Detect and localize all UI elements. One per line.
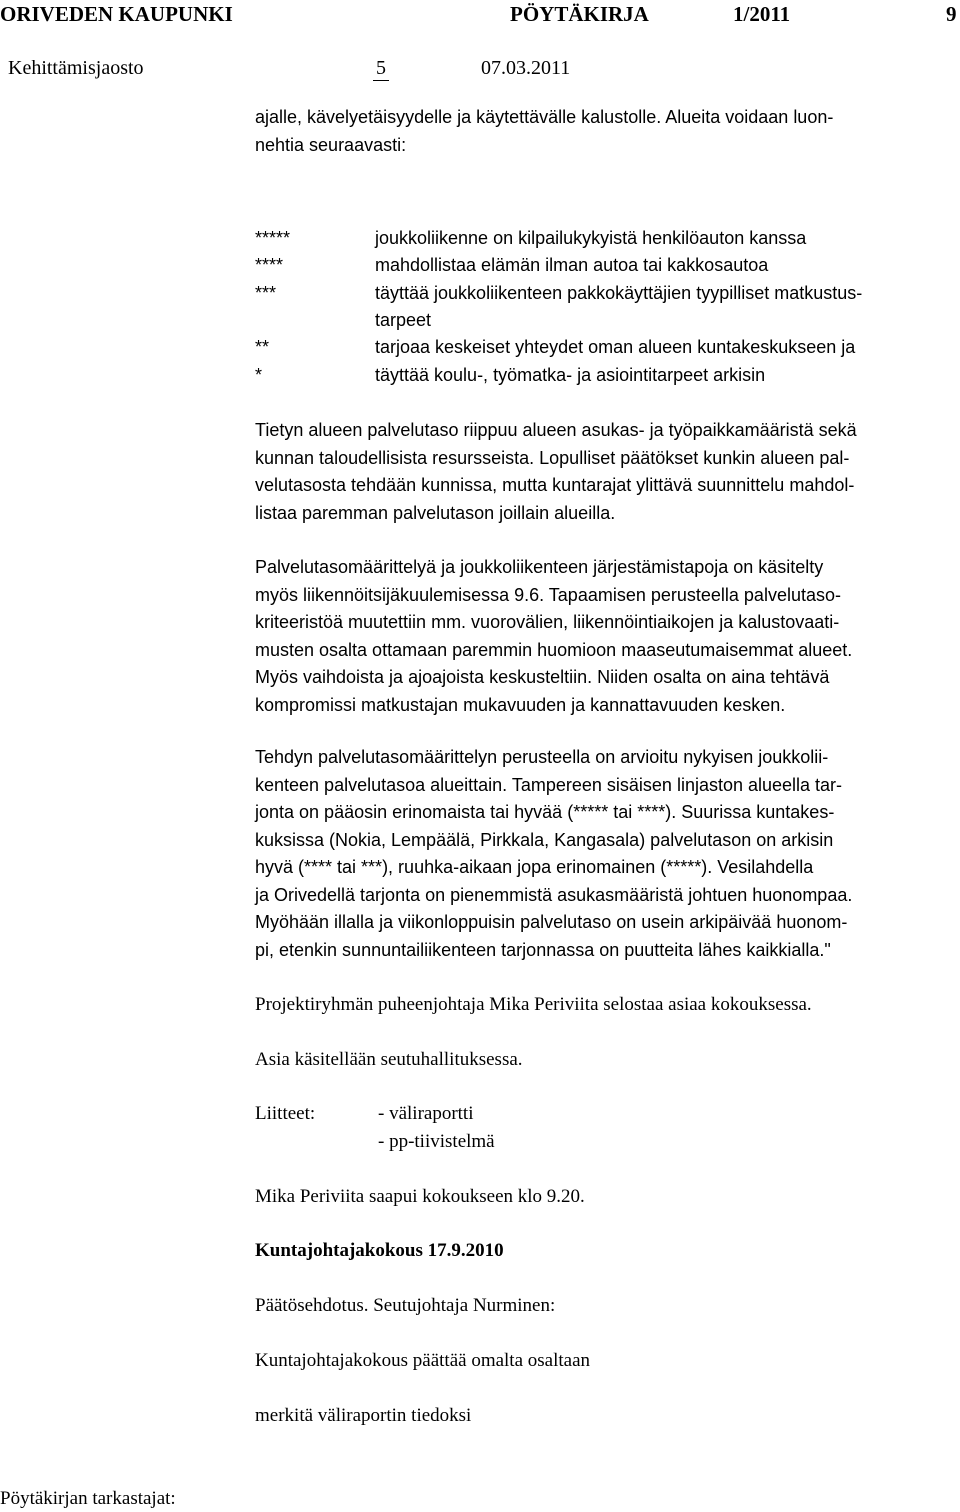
footer-reviewers-label: Pöytäkirjan tarkastajat: [0,1488,176,1509]
attachments-label: Liitteet: [255,1103,316,1124]
intro-paragraph [255,104,955,159]
text-line: Myöhään illalla ja viikonloppuisin palvelutaso on usein arkipäivää huonom- [255,912,848,932]
meeting-heading: Kuntajohtajakokous 17.9.2010 [255,1240,504,1261]
rating-description: täyttää koulu-, työmatka- ja asiointitarpeet arkisin [375,365,766,385]
text-line: listaa paremman palvelutason joillain alueilla. [255,502,616,523]
text-line: Myös vaihdoista ja ajoajoista keskusteltiin. Niiden osalta on aina tehtävä [255,667,830,687]
text-line: jonta on pääosin erinomaista tai hyvää (***** tai ****). Suurissa kuntakes- [255,802,835,822]
committee-name: Kehittämisjaosto [8,57,144,79]
rating-description: tarpeet [375,310,432,330]
text-line: myös liikennöitsijäkuulemisessa 9.6. Tapaamisen perusteella palvelutaso- [255,584,841,605]
rating-stars: *** [255,283,277,303]
decision-line: merkitä väliraportin tiedoksi [255,1405,472,1426]
paragraph-operator-hearing [255,554,955,719]
paragraph-service-level [255,417,955,527]
text-line: kompromissi matkustajan mukavuuden ja kannattavuuden kesken. [255,694,786,715]
text-line: kunnan taloudellisista resursseista. Lopulliset päätökset kunkin alueen pal- [255,447,850,468]
meeting-date: 07.03.2011 [481,57,571,79]
rating-stars: * [255,365,263,385]
attachment-item: - väliraportti [378,1103,474,1124]
rating-stars: ** [255,337,270,357]
arrival-note: Mika Periviita saapui kokoukseen klo 9.20. [255,1186,585,1207]
attachment-item: - pp-tiivistelmä [378,1131,495,1152]
text-line: musten osalta ottamaan paremmin huomioon maaseutumaisemmat alueet. [255,639,853,660]
text-line: pi, etenkin sunnuntailiikenteen tarjonnassa on puutteita lähes kaikkialla." [255,939,831,960]
section-number: 5 [373,57,389,81]
text-line: ajalle, kävelyetäisyydelle ja käytettävälle kalustolle. Alueita voidaan luon- [255,107,834,127]
handling-note: Asia käsitellään seutuhallituksessa. [255,1049,523,1070]
text-line: kuksissa (Nokia, Lempäälä, Pirkkala, Kangasala) palvelutason on arkisin [255,829,834,850]
rating-description: mahdollistaa elämän ilman autoa tai kakkosautoa [375,255,769,275]
rating-description: tarjoaa keskeiset yhteydet oman alueen kuntakeskukseen ja [375,337,856,357]
text-line: nehtia seuraavasti: [255,134,407,155]
text-line: Tietyn alueen palvelutaso riippuu alueen asukas- ja työpaikkamääristä sekä [255,420,857,440]
text-line: velutasosta tehdään kunnissa, mutta kuntarajat ylittävä suunnittelu mahdol- [255,475,855,495]
rating-stars: **** [255,255,284,275]
text-line: ja Orivedellä tarjonta on pienemmistä asukasmääristä johtuen huonompaa. [255,884,853,905]
rating-description: joukkoliikenne on kilpailukykyistä henkilöauton kanssa [375,228,807,248]
chair-note: Projektiryhmän puheenjohtaja Mika Periviita selostaa asiaa kokouksessa. [255,994,812,1015]
text-line: Tehdyn palvelutasomäärittelyn perusteella on arvioitu nykyisen joukkolii- [255,747,829,767]
document-type: PÖYTÄKIRJA [510,2,649,26]
rating-stars: ***** [255,228,291,248]
paragraph-assessment [255,744,955,964]
decision-line: Kuntajohtajakokous päättää omalta osaltaan [255,1350,591,1371]
proposal-label: Päätösehdotus. Seutujohtaja Nurminen: [255,1295,556,1316]
text-line: kriteeristöä muutettiin mm. vuorovälien, liikennöintiaikojen ja kalustovaati- [255,612,840,632]
rating-description: täyttää joukkoliikenteen pakkokäyttäjien tyypilliset matkustus- [375,283,863,303]
text-line: Palvelutasomäärittelyä ja joukkoliikenteen järjestämistapoja on käsitelty [255,557,824,577]
text-line: hyvä (**** tai ***), ruuhka-aikaan jopa erinomainen (*****). Vesilahdella [255,857,814,877]
text-line: kenteen palvelutasoa alueittain. Tampereen sisäisen linjaston alueella tar- [255,774,843,795]
document-number: 1/2011 [733,2,791,26]
page-number: 9 [946,2,957,26]
organization-name: ORIVEDEN KAUPUNKI [0,2,233,26]
